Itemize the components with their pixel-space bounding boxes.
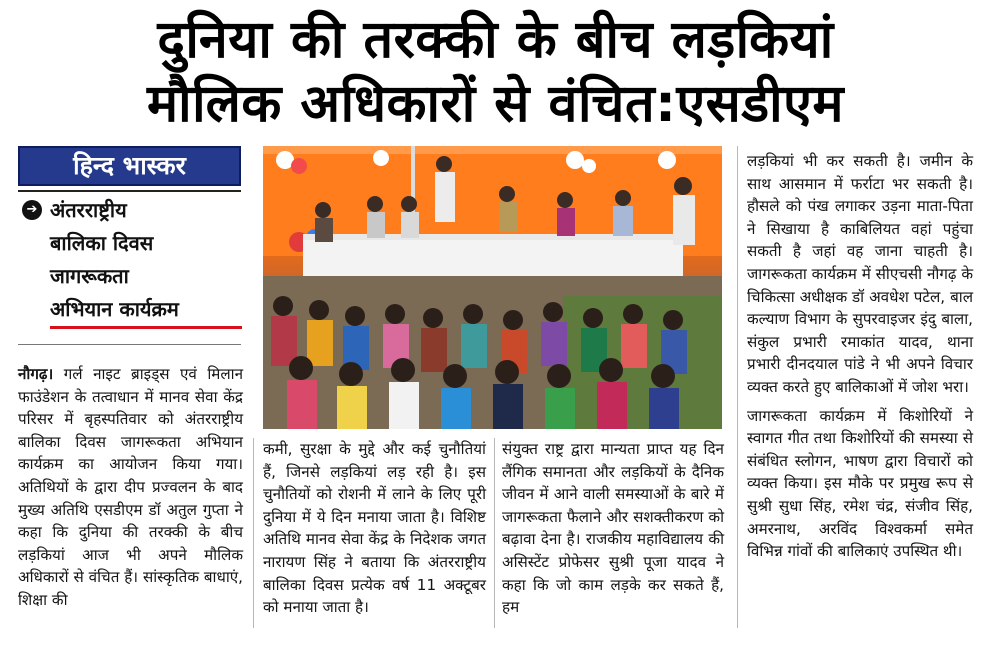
kicker-line-2: बालिका दिवस xyxy=(50,231,154,255)
kicker-divider xyxy=(18,344,241,345)
column-divider-3 xyxy=(737,146,738,628)
kicker-line-3: जागरूकता xyxy=(50,264,129,288)
article-column-4 xyxy=(747,150,973,563)
article-column-4-text-a: लड़कियां भी कर सकती है। जमीन के साथ आसमान में फर्राटा भर सकती है। हौसले को पंख लगाकर उड़ना माता-पिता ने सिखाया है काबिलियत वहां पहुंचा सकती है जहां वह जाना चाहती है। जागरूकता कार्यक्रम में सीएचसी नौगढ़ के चिकित्सा अधीक्षक डॉ अवधेश पटेल, बाल कल्याण विभाग के सुपरवाइजर इंदु बाला, संकुल प्रभारी रमाकांत यादव, थाना प्रभारी दीनदयाल पांडे ने भी अपने विचार व्यक्त करते हुए बालिकाओं में जोश भरा। xyxy=(747,152,973,396)
headline-line-2: मौलिक अधिकारों से वंचित:एसडीएम xyxy=(147,74,844,134)
kicker-line-4: अभियान कार्यक्रम xyxy=(50,297,179,321)
masthead-underline xyxy=(18,190,241,192)
article-dateline: नौगढ़। xyxy=(18,365,54,383)
article-column-2 xyxy=(263,438,486,619)
event-photo-illustration xyxy=(263,146,722,429)
kicker-red-rule xyxy=(50,326,242,329)
article-column-1 xyxy=(18,363,243,612)
column-divider-1 xyxy=(253,438,254,628)
arrow-right-icon: ➔ xyxy=(22,200,42,220)
article-column-2-text: कमी, सुरक्षा के मुद्दे और कई चुनौतियां हैं, जिनसे लड़कियां लड़ रही है। इस चुनौतियों को रोशनी में लाने के लिए पूरी दुनिया में ये दिन मनाया जाता है। विशिष्ट अतिथि मानव सेवा केंद्र के निदेशक जगत नारायण सिंह ने बताया कि अंतरराष्ट्रीय बालिका दिवस प्रत्येक वर्ष 11 अक्टूबर को मनाया जाता है। xyxy=(263,440,486,617)
kicker-line-1: अंतरराष्ट्रीय xyxy=(50,198,127,222)
newspaper-masthead: हिन्द भास्कर xyxy=(18,146,241,186)
article-column-4-text-b: जागरूकता कार्यक्रम में किशोरियों ने स्वागत गीत तथा किशोरियों की समस्या से संबंधित स्लोगन, भाषण द्वारा विचारों को व्यक्त किया। इस मौके पर प्रमुख रूप से सुश्री सुधा सिंह, रमेश चंद्र, संजीव सिंह, अमरनाथ, अरविंद विश्वकर्मा समेत विभिन्न गांवों की बालिकाएं उपस्थित थी। xyxy=(747,406,973,561)
article-column-3 xyxy=(502,438,724,619)
column-divider-2 xyxy=(494,438,495,628)
headline-line-1: दुनिया की तरक्की के बीच लड़कियां xyxy=(157,10,834,70)
article-column-1-text: गर्ल नाइट ब्राइड्स एवं मिलान फाउंडेशन के तत्वाधान में मानव सेवा केंद्र परिसर में बृहस्पतिवार को अंतरराष्ट्रीय बालिका दिवस जागरूकता अभियान कार्यक्रम का आयोजन किया गया। अतिथियों के द्वारा दीप प्रज्वलन के बाद मुख्य अतिथि एसडीएम डॉ अतुल गुप्ता ने कहा कि दुनिया की तरक्की के बीच लड़कियां आज भी अपने मौलिक अधिकारों से वंचित हैं। सांस्कृतिक बाधाएं, शिक्षा की xyxy=(18,365,243,609)
article-column-3-text: संयुक्त राष्ट्र द्वारा मान्यता प्राप्त यह दिन लैंगिक समानता और लड़कियों के दैनिक जीवन में आने वाली समस्याओं के बारे में जागरूकता फैलाने और सशक्तीकरण को बढ़ावा देना है। राजकीय महाविद्यालय की असिस्टेंट प्रोफेसर सुश्री पूजा यादव ने कहा कि जो काम लड़के कर सकते हैं, हम xyxy=(502,440,724,617)
event-photo xyxy=(263,146,722,429)
